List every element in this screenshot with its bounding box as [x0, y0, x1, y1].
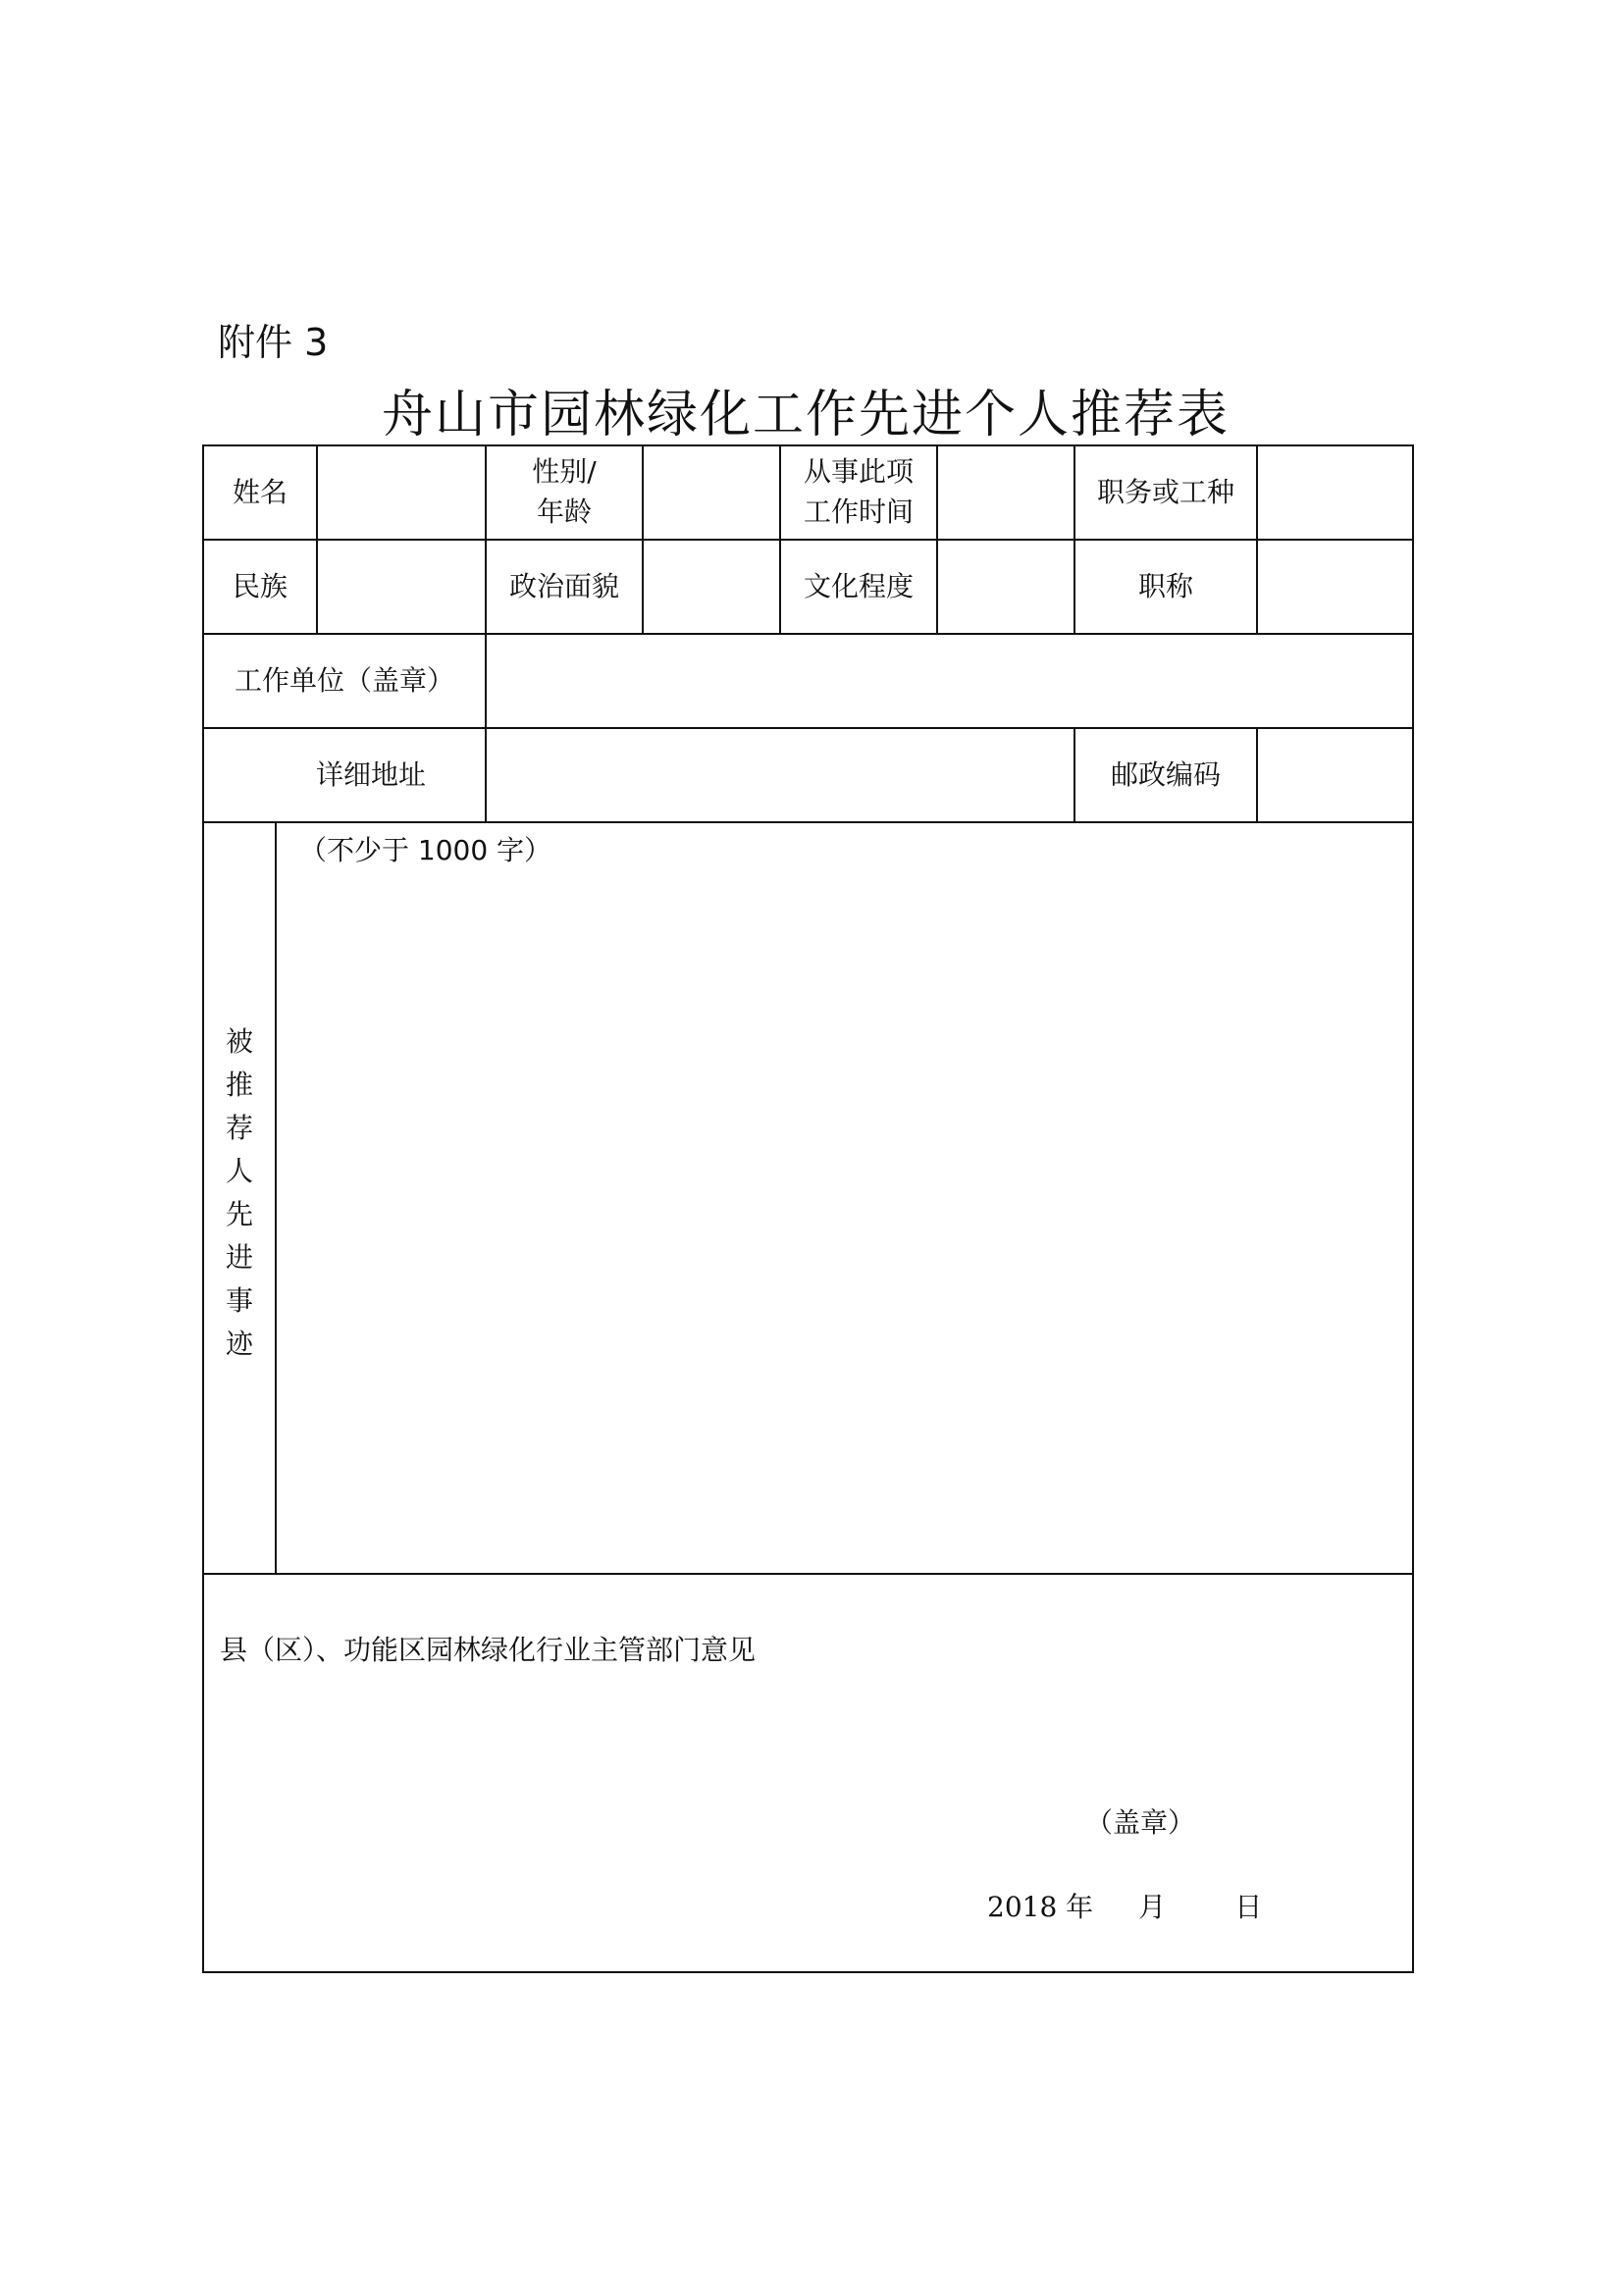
date-day: 日 [1234, 1891, 1263, 1923]
deeds-hint: （不少于 1000 字） [299, 834, 552, 866]
work-time-label [779, 444, 938, 541]
work-time-label-line1: 从事此项 [803, 455, 914, 489]
political-field[interactable] [642, 539, 781, 635]
employer-field[interactable] [485, 633, 1414, 729]
postal-label: 邮政编码 [1074, 727, 1258, 823]
deeds-label-text: 被推荐人先进事迹 [226, 1025, 254, 1360]
gender-age-label-line1: 性别/ [532, 455, 597, 489]
date-year: 2018 年 [987, 1891, 1094, 1923]
address-field[interactable] [485, 727, 1075, 823]
deeds-field[interactable] [275, 821, 1414, 1575]
form-title: 舟山市园林绿化工作先进个人推荐表 [381, 386, 1230, 444]
attachment-label: 附件 3 [218, 321, 329, 364]
name-field[interactable] [316, 444, 487, 541]
gender-age-label [485, 444, 644, 541]
work-time-field[interactable] [936, 444, 1075, 541]
seal-text: （盖章） [1085, 1806, 1196, 1839]
employer-label: 工作单位（盖章） [202, 633, 487, 729]
title-field[interactable] [1256, 539, 1414, 635]
gender-age-field[interactable] [642, 444, 781, 541]
education-label: 文化程度 [779, 539, 938, 635]
date-line [987, 1886, 1262, 1925]
position-label: 职务或工种 [1074, 444, 1258, 541]
address-label: 详细地址 [202, 727, 487, 823]
gender-age-label-line2: 年龄 [536, 496, 592, 528]
date-month: 月 [1138, 1891, 1167, 1923]
deeds-label [204, 1020, 275, 1366]
title-label: 职称 [1074, 539, 1258, 635]
postal-field[interactable] [1256, 727, 1414, 823]
political-label: 政治面貌 [485, 539, 644, 635]
ethnicity-label: 民族 [202, 539, 318, 635]
position-field[interactable] [1256, 444, 1414, 541]
opinion-label: 县（区）、功能区园林绿化行业主管部门意见 [220, 1634, 757, 1666]
education-field[interactable] [936, 539, 1075, 635]
name-label: 姓名 [202, 444, 318, 541]
work-time-label-line2: 工作时间 [803, 496, 914, 528]
ethnicity-field[interactable] [316, 539, 487, 635]
